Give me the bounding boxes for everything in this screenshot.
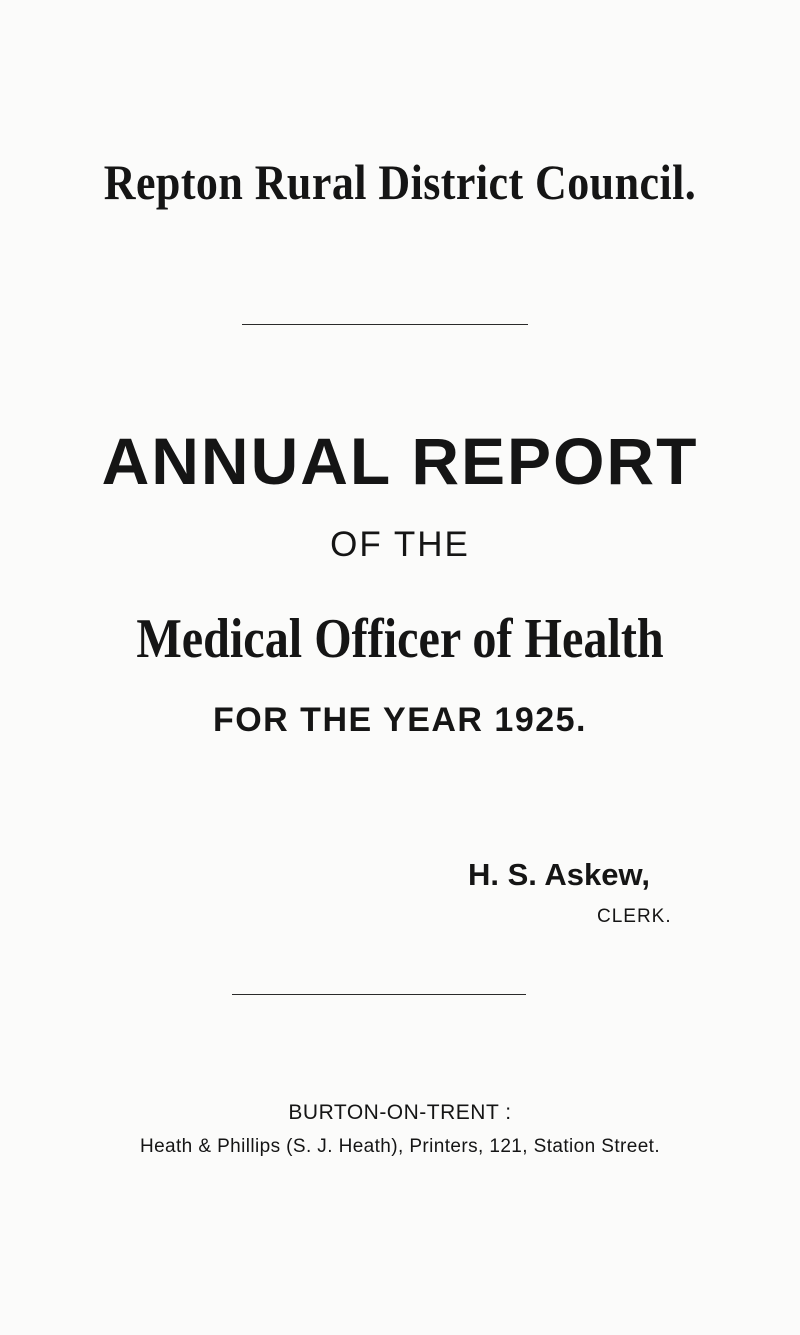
printer-details: Heath & Phillips (S. J. Heath), Printers, 121, Station Street. [139,1136,661,1157]
of-the-text: OF THE [330,525,470,564]
annual-report-heading: ANNUAL REPORT [101,424,699,498]
top-divider [242,324,528,325]
report-year: FOR THE YEAR 1925. [212,701,588,739]
signatory-role: CLERK. [597,906,672,927]
medical-officer-heading: Medical Officer of Health [136,608,664,670]
council-title: Repton Rural District Council. [103,154,697,210]
bottom-divider [232,994,526,995]
signatory-name: H. S. Askew, [468,857,651,892]
publication-place: BURTON-ON-TRENT : [288,1101,512,1124]
